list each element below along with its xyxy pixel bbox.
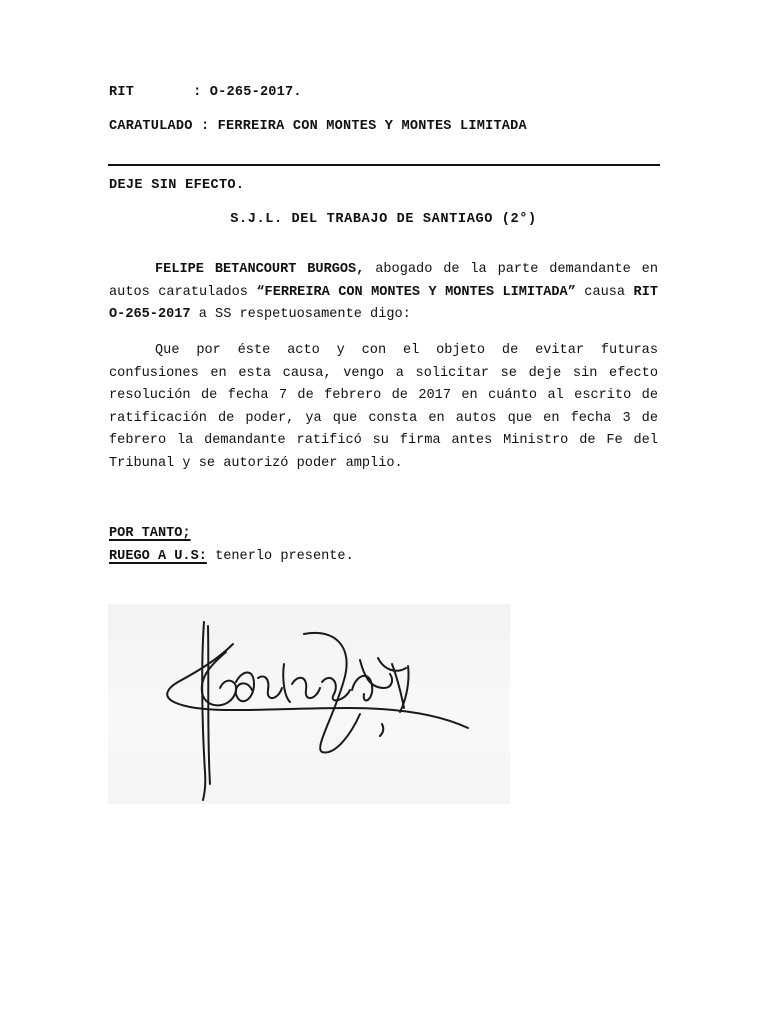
caratulado-label: CARATULADO: [109, 119, 193, 134]
rit-value: : O-265-2017.: [193, 85, 302, 100]
paragraph-1-text-a: abogado de la parte demandante en autos caratulados: [109, 262, 658, 300]
header-divider: [108, 164, 660, 166]
sumilla: DEJE SIN EFECTO.: [109, 178, 245, 193]
ruego-text: tenerlo presente.: [206, 549, 354, 564]
case-title: “FERREIRA CON MONTES Y MONTES LIMITADA”: [256, 284, 576, 300]
ruego-label: RUEGO A U.S:: [109, 549, 207, 564]
por-tanto: [109, 526, 191, 541]
paragraph-2-text: Que por éste acto y con el objeto de evitar futuras confusiones en esta causa, vengo a solicitar se deje sin efecto resolución de fecha 7 de febrero de 2017 en cuánto al escrito de ratificación de poder, ya que consta en autos que en fecha 3 de febrero la demandante ratificó su firma antes Ministro de Fe del Tribunal y se autorizó poder amplio.: [109, 343, 658, 471]
rit-line: [109, 85, 302, 100]
paragraph-1-text-c: a SS respetuosamente digo:: [190, 307, 411, 323]
rit-label: RIT: [109, 85, 135, 100]
paragraph-1-text-b: causa: [575, 284, 634, 300]
paragraph-appearance: [109, 259, 658, 327]
lawyer-name: FELIPE BETANCOURT BURGOS,: [155, 262, 365, 277]
court-addressee: S.J.L. DEL TRABAJO DE SANTIAGO (2°): [230, 212, 537, 227]
ruego-line: [109, 549, 354, 564]
caratulado-value: : FERREIRA CON MONTES Y MONTES LIMITADA: [200, 119, 527, 134]
case-rit: RIT O-265-2017: [109, 284, 658, 323]
caratulado-line: [109, 119, 527, 134]
paragraph-request: [109, 340, 658, 476]
handwritten-signature-icon: [108, 604, 510, 804]
signature-image: [108, 604, 510, 804]
por-tanto-label: POR TANTO;: [109, 526, 191, 541]
